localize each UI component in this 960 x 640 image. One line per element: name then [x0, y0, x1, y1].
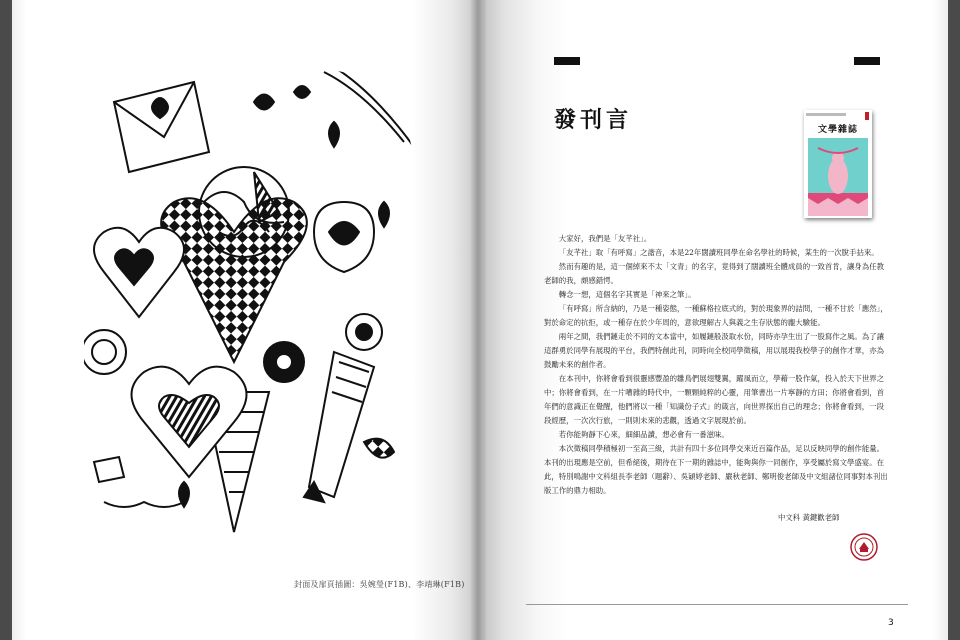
school-seal-icon [850, 533, 878, 561]
cover-header-mark [806, 113, 846, 116]
right-page [478, 0, 948, 640]
cover-title: 文學雜誌 [817, 125, 858, 135]
body-paragraph: 大家好，我們是「友芊社」。 [558, 234, 652, 243]
body-paragraph: 「友芊社」取「有呼寫」之諧音，本是22年闊讀班同學在命名學社的時候，某生的一次脫手拈來。 [558, 248, 879, 257]
footer-rule [526, 604, 908, 605]
header-bar-right [854, 57, 880, 65]
body-paragraph: 「有呼寫」所含納的，乃是一種姿態，一種蘇格拉底式的，對於現象界的詰問，一種不甘於「應然」，對於命定的抗拒，或一種存在於少年周的，意欲理解古人與義之生存狀態的龐大驗能。 [544, 304, 888, 327]
magazine-cover-thumbnail [804, 110, 872, 218]
body-paragraph: 若你能夠靜下心來，細細品讀，想必會有一番滋味。 [558, 430, 729, 439]
header-bar-left [554, 57, 580, 65]
book-spine-shadow [470, 0, 486, 640]
body-paragraph: 轉念一想，這個名字其實是「神來之筆」。 [558, 290, 696, 299]
illustration-caption: 封面及扉頁插圖：吳婉瑩(F1B)、李靖琳(F1B) [294, 580, 465, 589]
body-paragraph: 兩年之間，我們鏈走於不同的文本當中，如履鏈般汲取水份，同時亦孕生出了一股寫作之風。為了讓這群勇於同學有展現的平台，我們特創此刊，同時向全校同學徵稿，用以展現我校學子的創作才華，亦為鼓勵未來的創作者。 [544, 332, 884, 369]
body-paragraph: 在本刊中，你將會看到很靈感豐盈的雛鳥們展翅雙翼，躍風而立，學藉一股作氣，投入於天下世界之中；你將會看到，在一片嘈雜的時代中，一顆顆純粹的心靈，用筆書出一片寧靜的方田；你將會看到，首年們的意識正在覺醒，他們將以一種「知識份子式」的箴言，向世界探出自己的理念；你將會看到，一段段經歷，一次次行旅，一則則未來的悲觀，透過文字展現於前。 [544, 374, 884, 425]
body-paragraph: 本次徵稿同學積極初一至高三級，共計有四十多位同學交來近百篇作品，足以反映同學的創作能量。本刊的出現應是空前，但希絕後，期待在下一期的雜誌中，能夠與你一同創作，享受屬於寫文學盛宴。在此，特別鳴謝中文科組長李老師（題辭）、吳穎婷老師、嚴秋老師、鄭明俊老師及中文組諸位同事對本刊出版工作的鼎力相助。 [544, 444, 888, 495]
cover-artwork [808, 138, 868, 216]
left-page [12, 0, 478, 640]
article-body [544, 232, 888, 498]
cover-red-tab [865, 112, 869, 120]
doodle-illustration [84, 62, 416, 546]
author-signature: 中文科 黃鍵歡老師 [778, 513, 840, 522]
page-number: 3 [888, 618, 894, 628]
body-paragraph: 然而有趣的是，這一個綽來不太「文青」的名字，竟得到了闊讀班全體成員的一致首肯，讓身為任教老師的我，頗感錯愕。 [544, 262, 884, 285]
article-title: 發刊言 [554, 108, 633, 133]
